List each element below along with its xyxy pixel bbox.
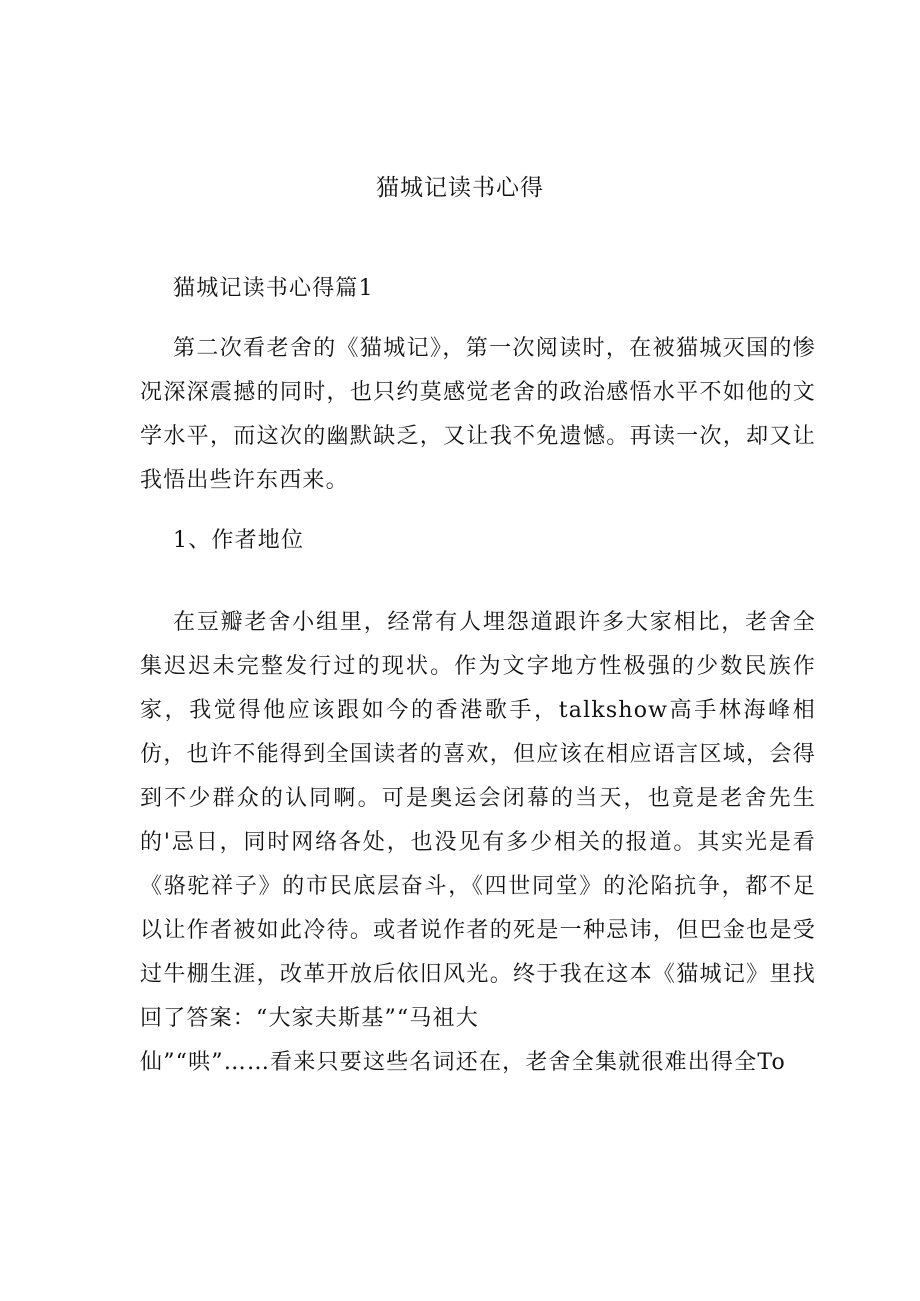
paragraph-3: 仙”“哄”……看来只要这些名词还在，老舍全集就很难出得全To [140,1050,786,1075]
document-title: 猫城记读书心得 [376,175,544,201]
paragraph-2: 在豆瓣老舍小组里，经常有人埋怨道跟许多大家相比，老舍全集迟迟未完整发行过的现状。作为文字地方性极强的少数民族作家，我觉得他应该跟如今的香港歌手，talkshow高手林海峰相仿，也许不能得到全国读者的喜欢，但应该在相应语言区域，会得到不少群众的认同啊。可是奥运会闭幕的当天，也竟是老舍先生的'忌日，同时网络各处，也没见有多少相关的报道。其实光是看《骆驼祥子》的市民底层奋斗，《四世同堂》的沦陷抗争，都不足以让作者被如此冷待。或者说作者的死是一种忌讳，但巴金也是受过牛棚生涯，改革开放后依旧风光。终于我在这本《猫城记》里找回了答案：“大家夫斯基”“马祖大 [140,610,816,1031]
section-heading: 猫城记读书心得篇1 [173,276,374,301]
document-body [140,267,816,1085]
subheading-author-status: 1、作者地位 [173,528,305,553]
paragraph-1: 第二次看老舍的《猫城记》，第一次阅读时，在被猫城灭国的惨况深深震撼的同时，也只约莫感觉老舍的政治感悟水平不如他的文学水平，而这次的幽默缺乏，又让我不免遗憾。再读一次，却又让我悟出些许东西来。 [140,336,816,493]
